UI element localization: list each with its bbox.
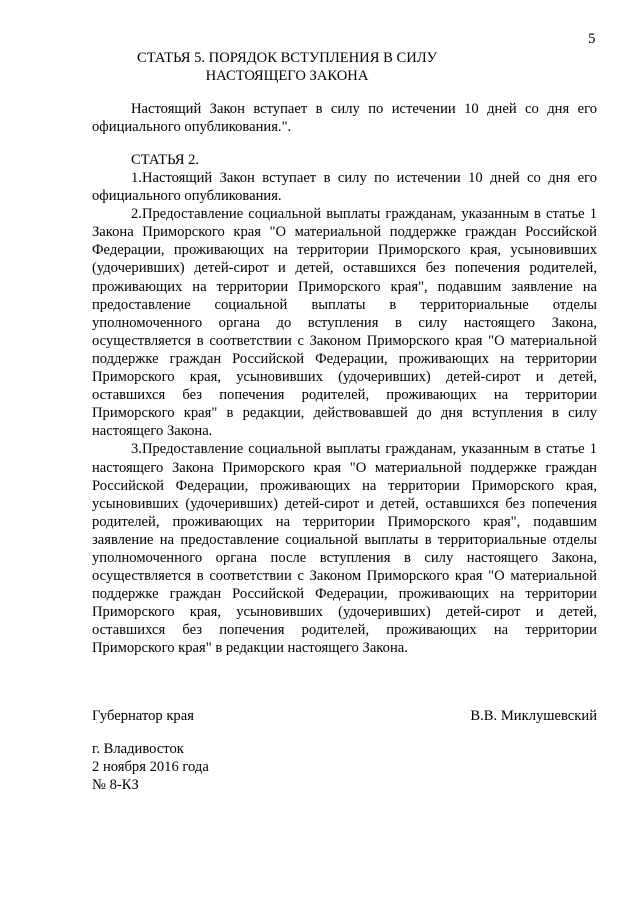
article5-paragraph: Настоящий Закон вступает в силу по истечении 10 дней со дня его официального опубликования.". (92, 101, 597, 136)
signature-row (92, 707, 597, 725)
article5-heading-line1: СТАТЬЯ 5. ПОРЯДОК ВСТУПЛЕНИЯ В СИЛУ (137, 50, 437, 66)
page-number: 5 (588, 31, 596, 47)
article2-paragraph-2: 2.Предоставление социальной выплаты гражданам, указанным в статье 1 Закона Приморского края "О материальной поддержке граждан Российской Федерации, проживающих на территории Приморского края, усыновивших (удочеривших) детей-сирот и детей, оставшихся без попечения родителей, проживающих на территории Приморского края", подавшим заявление на предоставление социальной выплаты в территориальные отделы уполномоченного органа до вступления в силу настоящего Закона, осуществляется в соответствии с Законом Приморского края "О материальной поддержке граждан Российской Федерации, проживающих на территории Приморского края, усыновивших (удочеривших) детей-сирот и детей, оставшихся без попечения родителей, проживающих на территории Приморского края" в редакции, действовавшей до дня вступления в силу настоящего Закона. (92, 206, 597, 440)
law-date: 2 ноября 2016 года (92, 759, 209, 776)
article5-heading-line2: НАСТОЯЩЕГО ЗАКОНА (205, 68, 369, 84)
signatory-position: Губернатор края (92, 708, 194, 724)
place-date-block (92, 740, 209, 794)
article2-body (92, 169, 597, 658)
law-number: № 8-КЗ (92, 777, 139, 794)
signatory-name: В.В. Миклушевский (470, 708, 597, 724)
city: г. Владивосток (92, 741, 184, 757)
article2-title: СТАТЬЯ 2. (131, 152, 200, 168)
article2-paragraph-3: 3.Предоставление социальной выплаты гражданам, указанным в статье 1 настоящего Закона Приморского края "О материальной поддержке граждан Российской Федерации, проживающих на территории Приморского края, усыновивших (удочеривших) детей-сирот и детей, оставшихся без попечения родителей, проживающих на территории Приморского края", подавшим заявление на предоставление социальной выплаты в территориальные отделы уполномоченного органа после вступления в силу настоящего Закона, осуществляется в соответствии с Законом Приморского края "О материальной поддержке граждан Российской Федерации, проживающих на территории Приморского края, усыновивших (удочеривших) детей-сирот и детей, оставшихся без попечения родителей, проживающих на территории Приморского края" в редакции настоящего Закона. (92, 441, 597, 657)
article2-paragraph-1: 1.Настоящий Закон вступает в силу по истечении 10 дней со дня его официального опубликования. (92, 170, 597, 205)
article5-body (92, 100, 597, 136)
article5-heading (127, 49, 447, 85)
